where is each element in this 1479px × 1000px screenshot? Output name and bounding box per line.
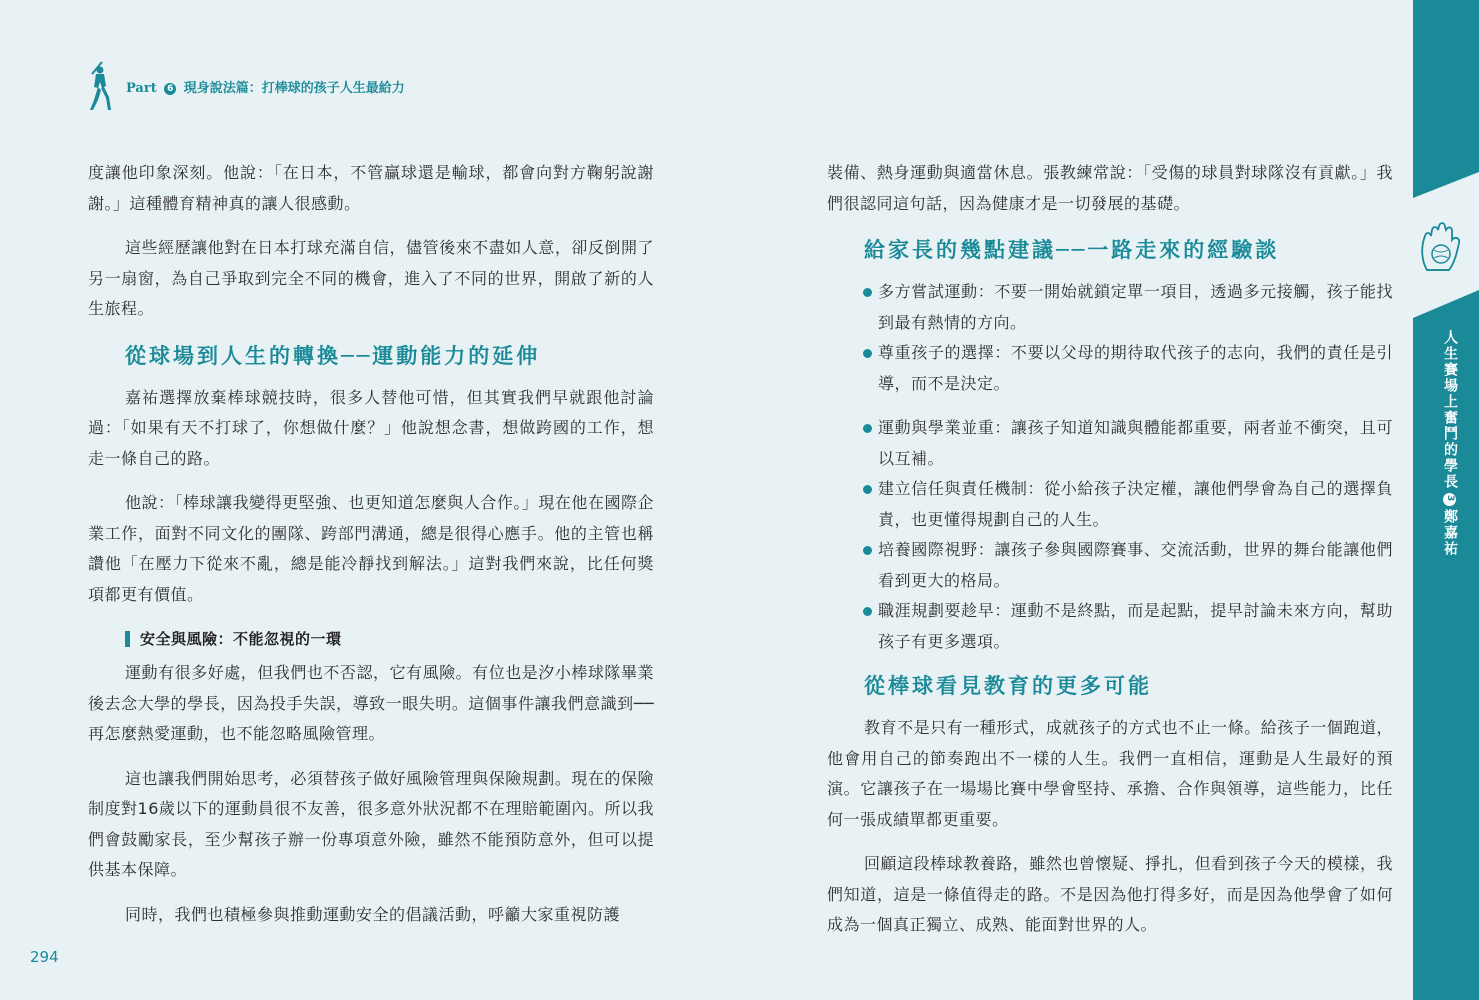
list-item-text: 運動與學業並重：讓孩子知道知識與體能都重要，兩者並不衝突，且可以互補。: [878, 418, 1393, 468]
paragraph: 同時，我們也積極參與推動運動安全的倡議活動，呼籲大家重視防護: [125, 904, 621, 924]
side-tab-title: [1434, 330, 1460, 557]
list-item: [863, 338, 1393, 399]
list-item-text: 建立信任與責任機制：從小給孩子決定權，讓他們學會為自己的選擇負責，也更懂得規劃自己的人生。: [878, 479, 1393, 529]
paragraph: 裝備、熱身運動與適當休息。張教練常說：「受傷的球員對球隊沒有貢獻。」我們很認同這句話，因為健康才是一切發展的基礎。: [827, 163, 1393, 213]
bullet-dot: [863, 349, 872, 358]
list-item: [863, 277, 1393, 338]
list-item: [863, 413, 1393, 474]
part-number-badge: 6: [164, 83, 176, 95]
right-text-column: [827, 158, 1393, 955]
paragraph: 嘉祐選擇放棄棒球競技時，很多人替他可惜，但其實我們早就跟他討論過：「如果有天不打球了，你想做什麼？」他說想念書，想做跨國的工作，想走一條自己的路。: [88, 387, 654, 468]
header-title-line: [126, 77, 405, 96]
bullet-dot: [863, 288, 872, 297]
list-item-text: 職涯規劃要趁早：運動不是終點，而是起點，提早討論未來方向，幫助孩子有更多選項。: [878, 601, 1393, 651]
right-page: [740, 0, 1479, 1000]
list-item: [863, 474, 1393, 535]
paragraph: 運動有很多好處，但我們也不否認，它有風險。有位也是汐小棒球隊畢業後去念大學的學長，因為投手失誤，導致一眼失明。這個事件讓我們意識到──再怎麼熱愛運動，也不能忽略風險管理。: [88, 663, 654, 743]
paragraph: 教育不是只有一種形式，成就孩子的方式也不止一條。給孩子一個跑道，他會用自己的節奏跑出不一樣的人生。我們一直相信，運動是人生最好的預演。它讓孩子在一場場比賽中學會堅持、承擔、合作與領導，這些能力，比任何一張成績單都更重要。: [827, 718, 1393, 829]
left-text-column: [88, 158, 654, 944]
side-tab-title-name: 鄭嘉祐: [1442, 509, 1458, 557]
paragraph: 回顧這段棒球教養路，雖然也曾懷疑、掙扎，但看到孩子今天的模樣，我們知道，這是一條值得走的路。不是因為他打得多好，而是因為他學會了如何成為一個真正獨立、成熟、能面對世界的人。: [827, 854, 1393, 934]
paragraph: 度讓他印象深刻。他說：「在日本，不管贏球還是輸球，都會向對方鞠躬說謝謝。」這種體育精神真的讓人很感動。: [88, 163, 654, 213]
sub-heading: [125, 624, 654, 654]
section-heading: 從球場到人生的轉換──運動能力的延伸: [125, 342, 541, 368]
list-item-text: 培養國際視野：讓孩子參與國際賽事、交流活動，世界的舞台能讓他們看到更大的格局。: [878, 540, 1393, 590]
chapter-title: 現身說法篇：打棒球的孩子人生最給力: [183, 80, 405, 96]
advice-list: [863, 277, 1393, 657]
part-label: Part: [126, 80, 157, 96]
side-tab-title-main: 人生賽場上奮鬥的學長: [1442, 330, 1458, 490]
bullet-dot: [863, 424, 872, 433]
section-heading: 從棒球看見教育的更多可能: [864, 673, 1152, 698]
sub-heading-text: 安全與風險：不能忽視的一環: [140, 630, 342, 648]
paragraph: 他說：「棒球讓我變得更堅強、也更知道怎麼與人合作。」現在他在國際企業工作，面對不同文化的團隊、跨部門溝通，總是很得心應手。他的主管也稱讚他「在壓力下從來不亂，總是能冷靜找到解法。」這對我們來說，比任何獎項都更有價值。: [88, 493, 654, 604]
running-header: [82, 58, 405, 114]
page-number-left: 294: [30, 948, 59, 966]
paragraph: 這些經歷讓他對在日本打球充滿自信，儘管後來不盡如人意，卻反倒開了另一扇窗，為自己爭取到完全不同的機會，進入了不同的世界，開啟了新的人生旅程。: [88, 238, 654, 318]
bullet-dot: [863, 485, 872, 494]
side-tab-number: 3: [1443, 493, 1456, 506]
list-item: [863, 596, 1393, 657]
heading-marker-bar: [125, 631, 130, 647]
glove-icon: [1417, 220, 1465, 278]
batter-icon: [82, 60, 118, 112]
list-item-text: 尊重孩子的選擇：不要以父母的期待取代孩子的志向，我們的責任是引導，而不是決定。: [878, 343, 1393, 393]
section-heading: 給家長的幾點建議──一路走來的經驗談: [864, 237, 1280, 262]
bullet-dot: [863, 546, 872, 555]
paragraph: 這也讓我們開始思考，必須替孩子做好風險管理與保險規劃。現在的保險制度對16歲以下的運動員很不友善，很多意外狀況都不在理賠範圍內。所以我們會鼓勵家長，至少幫孩子辦一份專項意外險，雖然不能預防意外，但可以提供基本保障。: [88, 768, 654, 879]
bullet-dot: [863, 607, 872, 616]
list-item: [863, 535, 1393, 596]
list-item-text: 多方嘗試運動：不要一開始就鎖定單一項目，透過多元接觸，孩子能找到最有熱情的方向。: [878, 282, 1393, 332]
